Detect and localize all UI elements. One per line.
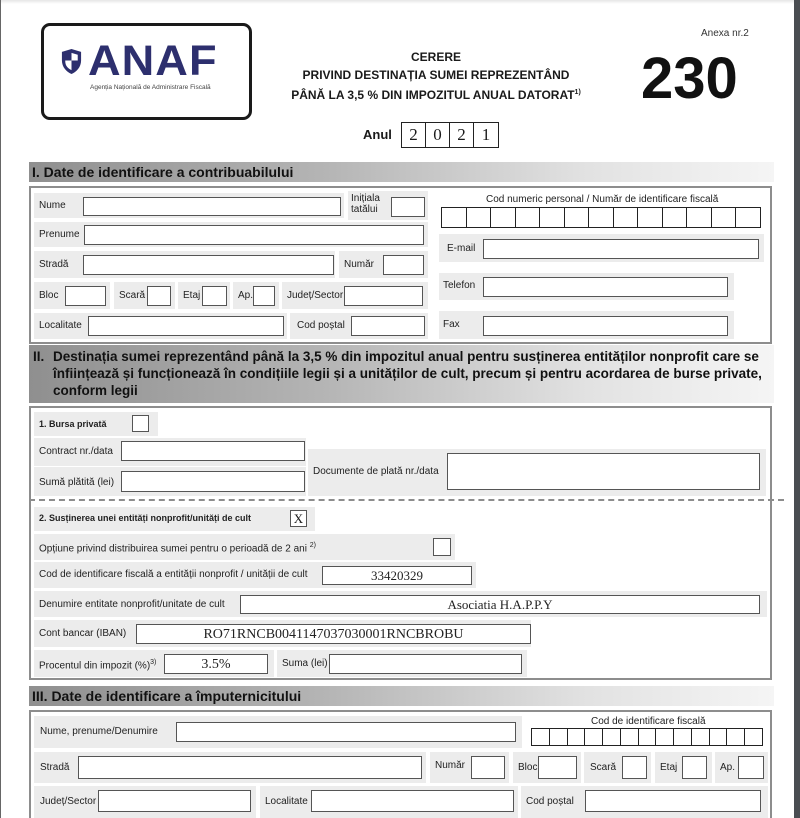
documente-input[interactable]: [447, 453, 760, 490]
imp-judet-label: Județ/Sector: [40, 796, 97, 807]
imp-cif-digit[interactable]: [550, 729, 568, 745]
imp-scara-input[interactable]: [622, 756, 647, 779]
optiune-checkbox[interactable]: [433, 538, 451, 556]
procent-footnote: 3): [150, 659, 157, 666]
year-digit[interactable]: 0: [426, 123, 450, 147]
procent-label: [39, 659, 156, 671]
sustinere-cell: [34, 507, 315, 531]
imp-cif-digit[interactable]: [585, 729, 603, 745]
imp-scara-cell: [584, 752, 651, 783]
nume-label: Nume: [39, 200, 66, 211]
imp-numar-cell: [430, 752, 509, 783]
judet-input[interactable]: [344, 286, 423, 306]
optiune-footnote: 2): [309, 542, 316, 549]
imp-cif-digit[interactable]: [692, 729, 710, 745]
denumire-cell: [34, 591, 767, 617]
imp-cif-digit[interactable]: [710, 729, 728, 745]
imp-cif-digit[interactable]: [745, 729, 762, 745]
suma-label: Suma (lei): [282, 658, 328, 669]
cnp-digit[interactable]: [442, 208, 467, 227]
imp-strada-label: Stradă: [40, 762, 70, 773]
cnp-digit[interactable]: [516, 208, 541, 227]
year-digit[interactable]: 2: [402, 123, 426, 147]
imp-strada-cell: [34, 752, 426, 783]
imp-localitate-label: Localitate: [265, 796, 308, 807]
section-2-header: [29, 345, 774, 403]
contract-input[interactable]: [121, 441, 305, 461]
cnp-digit[interactable]: [467, 208, 492, 227]
annex-label: Anexa nr.2: [701, 28, 749, 39]
cnp-digit[interactable]: [491, 208, 516, 227]
etaj-label: Etaj: [183, 290, 201, 301]
suma-platita-cell: [34, 467, 306, 496]
bursa-cell: [34, 412, 158, 436]
anaf-logo: [41, 23, 252, 120]
cnp-input[interactable]: [441, 207, 761, 228]
initiala-label-line2: tatălui: [351, 204, 378, 215]
telefon-input[interactable]: [483, 277, 728, 297]
bloc-input[interactable]: [65, 286, 106, 306]
nume-input[interactable]: [83, 197, 341, 216]
cod-postal-cell: [290, 313, 428, 339]
imp-judet-input[interactable]: [98, 790, 251, 812]
shield-icon: [60, 48, 83, 75]
documente-label: Documente de plată nr./data: [313, 466, 439, 477]
cnp-digit[interactable]: [565, 208, 590, 227]
cnp-digit[interactable]: [687, 208, 712, 227]
cnp-digit[interactable]: [638, 208, 663, 227]
title-line-1: CERERE: [410, 50, 461, 64]
imp-etaj-input[interactable]: [682, 756, 707, 779]
title-line-3: [271, 84, 601, 104]
procent-input[interactable]: 3.5%: [164, 654, 268, 674]
fax-cell: [439, 311, 734, 339]
nume-cell: [34, 193, 344, 218]
strada-input[interactable]: [83, 255, 334, 275]
sustinere-checkbox[interactable]: X: [290, 510, 307, 527]
suma-platita-input[interactable]: [121, 471, 305, 492]
title-line-3-text: PÂNĂ LA 3,5 % DIN IMPOZITUL ANUAL DATORAT: [291, 88, 575, 102]
imp-ap-cell: [715, 752, 768, 783]
bloc-label: Bloc: [39, 290, 59, 301]
email-label: E-mail: [447, 243, 476, 254]
year-digit[interactable]: 2: [450, 123, 474, 147]
iban-label: Cont bancar (IBAN): [39, 628, 127, 639]
cif-entitate-label: Cod de identificare fiscală a entității nonprofit / unității de cult: [39, 569, 308, 580]
judet-cell: [282, 282, 428, 309]
optiune-label: [39, 542, 316, 554]
year-label: Anul: [363, 127, 392, 142]
optiune-label-text: Opțiune privind distribuirea sumei pentru o perioadă de 2 ani: [39, 543, 307, 555]
cif-entitate-cell: [34, 562, 476, 588]
imp-cif-digit[interactable]: [603, 729, 621, 745]
bursa-checkbox[interactable]: [132, 415, 149, 432]
imp-nume-input[interactable]: [176, 722, 516, 742]
imp-etaj-label: Etaj: [660, 762, 678, 773]
imp-cif-digit[interactable]: [621, 729, 639, 745]
localitate-cell: [34, 313, 287, 339]
form-number: 230: [641, 46, 738, 111]
suma-platita-label: Sumă plătită (lei): [39, 477, 115, 488]
section-3-header: III. Date de identificare a împuternicitului: [29, 686, 774, 706]
cnp-digit[interactable]: [540, 208, 565, 227]
cod-postal-input[interactable]: [351, 316, 425, 336]
section-3-frame: [29, 710, 772, 818]
imp-bloc-cell: [513, 752, 581, 783]
bloc-cell: [34, 282, 110, 309]
section-2-number: II.: [33, 349, 45, 364]
section-1-header: I. Date de identificare a contribuabilului: [29, 162, 774, 182]
logo-wordmark: ANAF: [88, 37, 218, 85]
imp-cif-digit[interactable]: [568, 729, 586, 745]
prenume-cell: [34, 222, 428, 247]
iban-cell: [34, 620, 531, 647]
cnp-digit[interactable]: [663, 208, 688, 227]
numar-label: Număr: [344, 259, 375, 270]
imp-cif-input[interactable]: [531, 728, 763, 746]
ap-label: Ap.: [238, 290, 254, 301]
localitate-label: Localitate: [39, 320, 82, 331]
etaj-input[interactable]: [202, 286, 227, 306]
scara-input[interactable]: [147, 286, 171, 306]
fax-label: Fax: [443, 319, 460, 330]
imp-etaj-cell: [655, 752, 712, 783]
imp-strada-input[interactable]: [78, 756, 422, 779]
scara-label: Scară: [119, 290, 146, 301]
contract-label: Contract nr./data: [39, 446, 113, 457]
imp-cif-digit[interactable]: [727, 729, 745, 745]
etaj-cell: [178, 282, 230, 309]
initiala-label: [351, 193, 380, 215]
imp-bloc-input[interactable]: [538, 756, 577, 779]
imp-cif-digit[interactable]: [656, 729, 674, 745]
suma-input[interactable]: [329, 654, 522, 674]
imp-localitate-input[interactable]: [311, 790, 514, 812]
page-top-shadow: [1, 0, 795, 4]
imp-scara-label: Scară: [590, 762, 617, 773]
telefon-label: Telefon: [443, 280, 476, 291]
prenume-label: Prenume: [39, 229, 80, 240]
bursa-label: 1. Bursa privată: [39, 419, 107, 429]
denumire-input[interactable]: Asociatia H.A.P.P.Y: [240, 595, 760, 614]
imp-cod-postal-label: Cod poștal: [526, 796, 574, 807]
scara-cell: [114, 282, 175, 309]
logo-subtitle: Agenția Națională de Administrare Fiscală: [90, 84, 211, 91]
title-line-2: PRIVIND DESTINAȚIA SUMEI REPREZENTÂND: [302, 68, 570, 82]
procent-label-text: Procentul din impozit (%): [39, 660, 151, 672]
imp-cif-label: Cod de identificare fiscală: [591, 716, 706, 727]
imp-numar-input[interactable]: [471, 756, 505, 779]
cnp-digit[interactable]: [589, 208, 614, 227]
initiala-label-line1: Inițiala: [351, 193, 380, 204]
judet-label: Județ/Sector: [287, 290, 344, 301]
imp-cif-digit[interactable]: [532, 729, 550, 745]
sustinere-label: 2. Susținerea unei entități nonprofit/unități de cult: [39, 513, 252, 523]
initiala-input[interactable]: [391, 197, 425, 217]
initiala-cell: [348, 191, 428, 220]
imp-nume-cell: [34, 716, 522, 748]
localitate-input[interactable]: [88, 316, 284, 336]
suma-cell: [277, 650, 527, 677]
optiune-cell: [34, 534, 455, 560]
imp-bloc-label: Bloc: [518, 762, 538, 773]
form-title: [271, 48, 601, 104]
denumire-label: Denumire entitate nonprofit/unitate de cult: [39, 599, 225, 610]
fax-input[interactable]: [483, 316, 728, 336]
email-input[interactable]: [483, 239, 759, 259]
imp-cod-postal-input[interactable]: [585, 790, 761, 812]
imp-ap-label: Ap.: [720, 762, 736, 773]
cif-entitate-input[interactable]: 33420329: [322, 566, 472, 585]
contract-cell: [34, 438, 306, 466]
section-2-frame: [29, 406, 772, 680]
imp-numar-label: Număr: [435, 760, 466, 771]
imp-cif-digit[interactable]: [674, 729, 692, 745]
cnp-digit[interactable]: [712, 208, 737, 227]
telefon-cell: [439, 273, 734, 300]
ap-input[interactable]: [253, 286, 275, 306]
year-field[interactable]: [401, 122, 499, 148]
imp-cif-digit[interactable]: [639, 729, 657, 745]
cod-postal-label: Cod poștal: [297, 320, 345, 331]
year-digit[interactable]: 1: [481, 125, 491, 144]
imp-ap-input[interactable]: [738, 756, 764, 779]
numar-cell: [339, 251, 428, 278]
section-2-divider: [29, 499, 784, 501]
section-2-title: Destinația sumei reprezentând până la 3,5 % din impozitul anual pentru susținerea entităților nonprofit care se înființează și funcționează în condițiile legii și a unităților de cult, precum și pentru acordarea de burse private, conform legii: [53, 349, 762, 398]
imp-nume-label: Nume, prenume/Denumire: [40, 726, 158, 737]
strada-cell: [34, 251, 335, 278]
section-1-frame: [29, 186, 772, 344]
cnp-digit[interactable]: [736, 208, 760, 227]
imp-localitate-cell: [260, 786, 518, 818]
cnp-label: Cod numeric personal / Număr de identificare fiscală: [486, 194, 719, 205]
title-footnote: 1): [574, 89, 581, 96]
procent-cell: [34, 650, 274, 677]
cnp-digit[interactable]: [614, 208, 639, 227]
strada-label: Stradă: [39, 259, 69, 270]
numar-input[interactable]: [383, 255, 424, 275]
email-cell: [439, 234, 764, 262]
imp-judet-cell: [34, 786, 256, 818]
ap-cell: [233, 282, 279, 309]
iban-input[interactable]: RO71RNCB0041147037030001RNCBROBU: [136, 624, 531, 644]
prenume-input[interactable]: [84, 225, 424, 245]
documente-cell: [308, 449, 766, 496]
imp-cod-postal-cell: [521, 786, 768, 818]
scrollbar[interactable]: [794, 0, 800, 818]
